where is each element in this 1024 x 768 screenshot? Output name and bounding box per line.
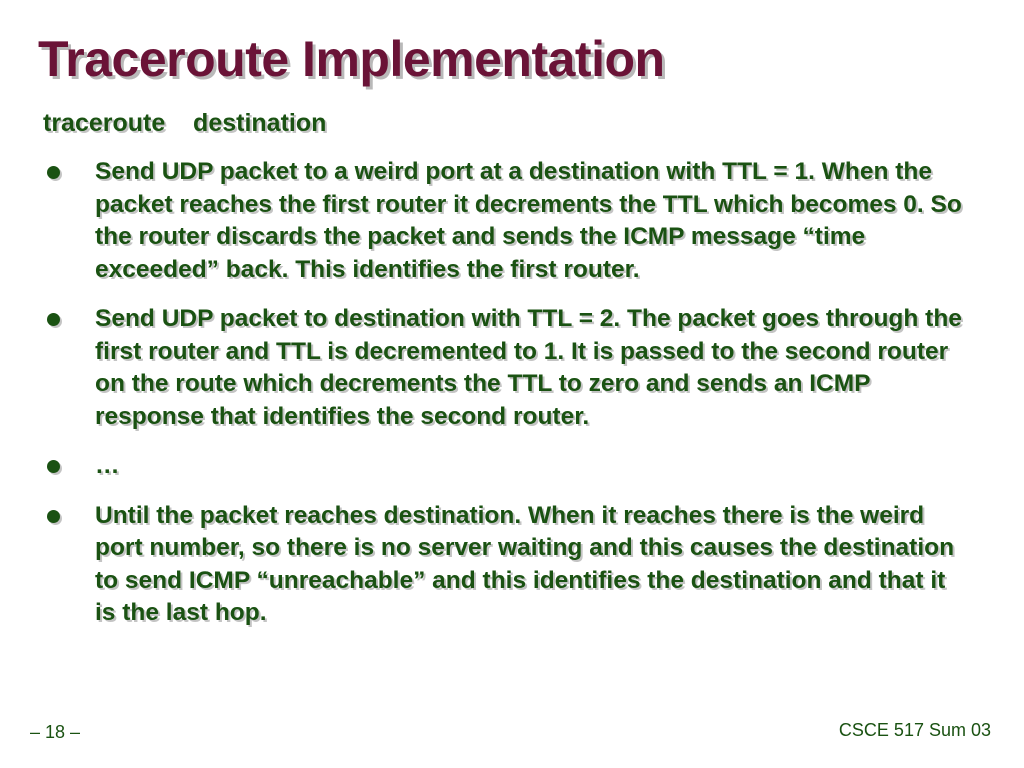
command-syntax: traceroute destination [43, 109, 327, 137]
bullet-text: Send UDP packet to a weird port at a destination with TTL = 1. When the packet reaches the first router it decrements the TTL which becomes 0. So the router discards the packet and sends the ICMP message “time exceeded” back. This identifies the first router. [95, 158, 962, 283]
bullet-text: Until the packet reaches destination. When it reaches there is the weird port number, so there is no server waiting and this causes the destination to send ICMP “unreachable” and this identifies the destination and that it is the last hop. [95, 501, 955, 626]
bullet-dot-icon [47, 460, 60, 473]
bullet-dot-icon [47, 510, 60, 523]
bullet-item [40, 500, 970, 630]
bullet-dot-icon [47, 313, 60, 326]
course-label: CSCE 517 Sum 03 [838, 720, 991, 740]
bullet-list [40, 156, 970, 630]
bullet-text: Send UDP packet to destination with TTL = 2. The packet goes through the first router and TTL is decremented to 1. It is passed to the second router on the route which decrements the TTL to zero and sends an ICMP response that identifies the second router. [95, 305, 962, 430]
bullet-dot-icon [47, 166, 60, 179]
bullet-item [40, 303, 970, 433]
slide-title: Traceroute Implementation [38, 31, 665, 87]
bullet-item [40, 450, 970, 483]
page-number: – 18 – [30, 722, 81, 742]
bullet-item [40, 156, 970, 286]
bullet-text: … [95, 452, 120, 479]
